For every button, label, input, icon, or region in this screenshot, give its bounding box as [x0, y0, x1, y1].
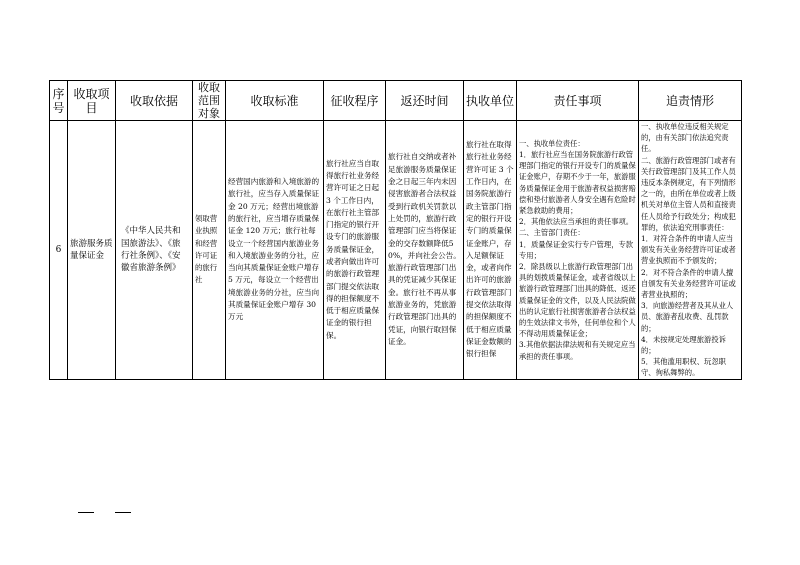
footer-dash-right	[115, 512, 131, 513]
row-basis: 《中华人民共和国旅游法》、《旅行社条例》、《安徽省旅游条例》	[116, 121, 193, 380]
row-procedure: 旅行社应当自取得旅行社业务经营许可证之日起 3 个工作日内，在旅行社主管部门指定的银行开设专门的旅游服务质量保证金，或者向做出许可的旅游行政管理部门提交依法取得的担保额度不低于相应质量保证金的银行担保。	[324, 121, 386, 380]
header-executor: 执收单位	[464, 81, 517, 121]
fee-table	[49, 80, 742, 380]
header-accountability: 追责情形	[639, 81, 742, 121]
header-scope: 收取范围对象	[193, 81, 226, 121]
row-item: 旅游服务质量保证金	[68, 121, 116, 380]
row-accountability: 一、执收单位违反相关规定的，由有关部门依法追究责任。 二、旅游行政管理部门或者有关行政管理部门及其工作人员违反本条例规定，有下列情形之一的，由所在单位或者上级机关对单位主管人员和直接责任人员给予行政处分；构成犯罪的，依法追究刑事责任： 1．对符合条件的申请人应当颁发有关业务经营许可证或者营业执照而不予颁发的； 2．对不符合条件的申请人擅自颁发有关业务经营许可证或者营业执照的； 3．向旅游经营者及其从业人员、旅游者乱收费、乱罚款的； 4．未按规定处理旅游投诉的； 5．其他滥用职权、玩忽职守、徇私舞弊的。	[639, 121, 742, 380]
row-scope: 领取营业执照和经营许可证的旅行社	[193, 121, 226, 380]
footer-dash-left	[78, 512, 94, 513]
header-item: 收取项目	[68, 81, 116, 121]
row-executor: 旅行社在取得旅行社业务经营许可证 3 个工作日内，在国务院旅游行政主管部门指定的银行开设专门的质量保证金账户，存入足额保证金，或者向作出许可的旅游行政管理部门提交依法取得的担保额度不低于相应质量保证金数额的银行担保	[464, 121, 517, 380]
header-standard: 收取标准	[226, 81, 324, 121]
row-refund-time: 旅行社自交纳或者补足旅游服务质量保证金之日起三年内未因侵害旅游者合法权益受到行政机关罚款以上处罚的，旅游行政管理部门应当将保证金的交存数额降低50%，并向社会公告。旅游行政管理部门出具的凭证减少其保证金。旅行社不再从事旅游业务的，凭旅游行政管理部门出具的凭证，向银行取回保证金。	[386, 121, 464, 380]
row-standard: 经营国内旅游和入境旅游的旅行社，应当存入质量保证金 20 万元；经营出境旅游的旅行社，应当增存质量保证金 120 万元；旅行社每设立一个经营国内旅游业务和入境旅游业务的分社，应当向其质量保证金账户增存 5 万元，每设立一个经营出境旅游业务的分社，应当向其质量保证金账户增存 30 万元	[226, 121, 324, 380]
header-refund-time: 返还时间	[386, 81, 464, 121]
header-row	[50, 81, 742, 121]
header-procedure: 征收程序	[324, 81, 386, 121]
row-responsibility: 一、执收单位责任： 1．旅行社应当在国务院旅游行政管理部门指定的银行开设专门的质量保证金账户，存期不少于一年，旅游服务质量保证金用于旅游者权益损害赔偿和垫付旅游者人身安全遇有危险时紧急救助的费用； 2．其他依法应当承担的责任事项。 二、主管部门责任： 1．质量保证金实行专户管理，专款专用； 2．除县级以上旅游行政管理部门出具的划拨质量保证金，或者省级以上旅游行政管理部门出具的降低、返还质量保证金的文件，以及人民法院做出的认定旅行社损害旅游者合法权益的生效法律文书外，任何单位和个人不得动用质量保证金； 3.其他依据法律法规和有关规定应当承担的责任事项。	[517, 121, 639, 380]
header-seq: 序号	[50, 81, 68, 121]
table-row	[50, 121, 742, 380]
row-seq: 6	[50, 121, 68, 380]
header-basis: 收取依据	[116, 81, 193, 121]
header-responsibility: 责任事项	[517, 81, 639, 121]
